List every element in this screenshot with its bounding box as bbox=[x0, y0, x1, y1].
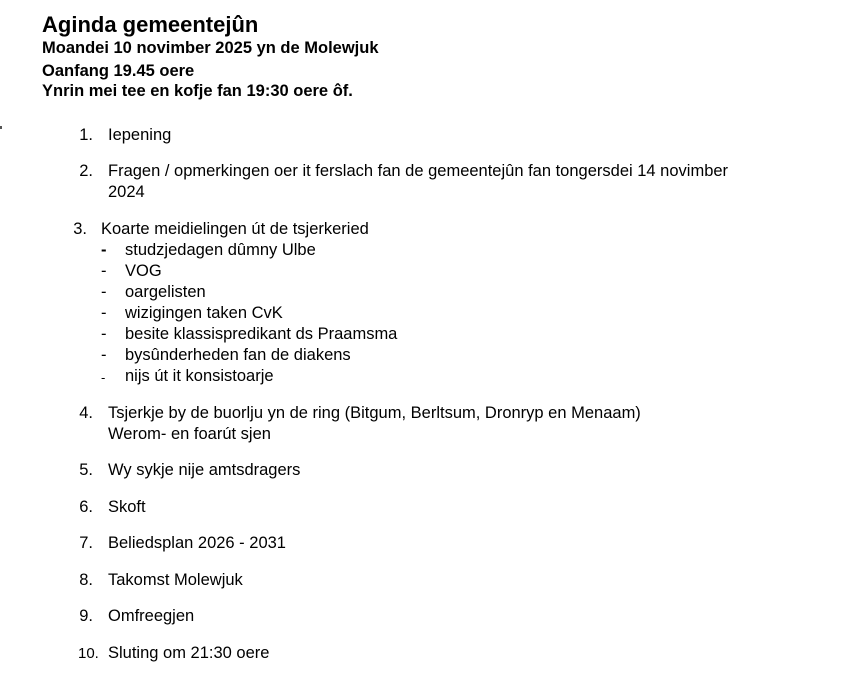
agenda-number: 1. bbox=[79, 126, 93, 144]
agenda-text: Takomst Molewjuk bbox=[108, 571, 243, 589]
agenda-number: 2. bbox=[79, 162, 93, 180]
bullet-dash: - bbox=[101, 304, 107, 322]
bullet-dash: - bbox=[101, 262, 107, 280]
agenda-text: Beliedsplan 2026 - 2031 bbox=[108, 534, 286, 552]
bullet-text: oargelisten bbox=[125, 283, 206, 301]
agenda-text: Wy sykje nije amtsdragers bbox=[108, 461, 301, 479]
meeting-walk-in: Ynrin mei tee en kofje fan 19:30 oere ôf. bbox=[42, 82, 353, 100]
agenda-number: 4. bbox=[79, 404, 93, 422]
agenda-text: Tsjerkje by de buorlju yn de ring (Bitgum, Berltsum, Dronryp en Menaam) bbox=[108, 404, 641, 422]
bullet-dash: - bbox=[101, 346, 107, 364]
agenda-text-continued: Werom- en foarút sjen bbox=[108, 425, 271, 443]
agenda-number: 5. bbox=[79, 461, 93, 479]
agenda-number: 8. bbox=[79, 571, 93, 589]
meeting-start-time: Oanfang 19.45 oere bbox=[42, 62, 195, 80]
agenda-text: Sluting om 21:30 oere bbox=[108, 644, 270, 662]
bullet-dash: - bbox=[101, 283, 107, 301]
agenda-text: Skoft bbox=[108, 498, 146, 516]
agenda-text: Omfreegjen bbox=[108, 607, 195, 625]
agenda-number: 10. bbox=[78, 645, 99, 662]
bullet-text: wizigingen taken CvK bbox=[125, 304, 283, 322]
agenda-number: 9. bbox=[79, 607, 93, 625]
bullet-dash: - bbox=[101, 241, 107, 259]
bullet-text: VOG bbox=[125, 262, 162, 280]
meeting-date-location: Moandei 10 novimber 2025 yn de Molewjuk bbox=[42, 39, 379, 57]
agenda-number: 7. bbox=[79, 534, 93, 552]
bullet-text: besite klassispredikant ds Praamsma bbox=[125, 325, 398, 343]
agenda-text-continued: 2024 bbox=[108, 183, 145, 201]
bullet-dash: - bbox=[101, 325, 107, 343]
agenda-text: Koarte meidielingen út de tsjerkeried bbox=[101, 220, 369, 238]
bullet-text: studzjedagen dûmny Ulbe bbox=[125, 241, 316, 259]
agenda-number: 6. bbox=[79, 498, 93, 516]
agenda-text: Iepening bbox=[108, 126, 172, 144]
bullet-dash: - bbox=[101, 370, 106, 385]
agenda-number: 3. bbox=[73, 220, 87, 238]
bullet-text: bysûnderheden fan de diakens bbox=[125, 346, 351, 364]
bullet-text: nijs út it konsistoarje bbox=[125, 367, 274, 385]
agenda-text: Fragen / opmerkingen oer it ferslach fan de gemeentejûn fan tongersdei 14 novimber bbox=[108, 162, 729, 180]
page-title: Aginda gemeentejûn bbox=[42, 12, 259, 37]
margin-mark bbox=[0, 126, 2, 129]
